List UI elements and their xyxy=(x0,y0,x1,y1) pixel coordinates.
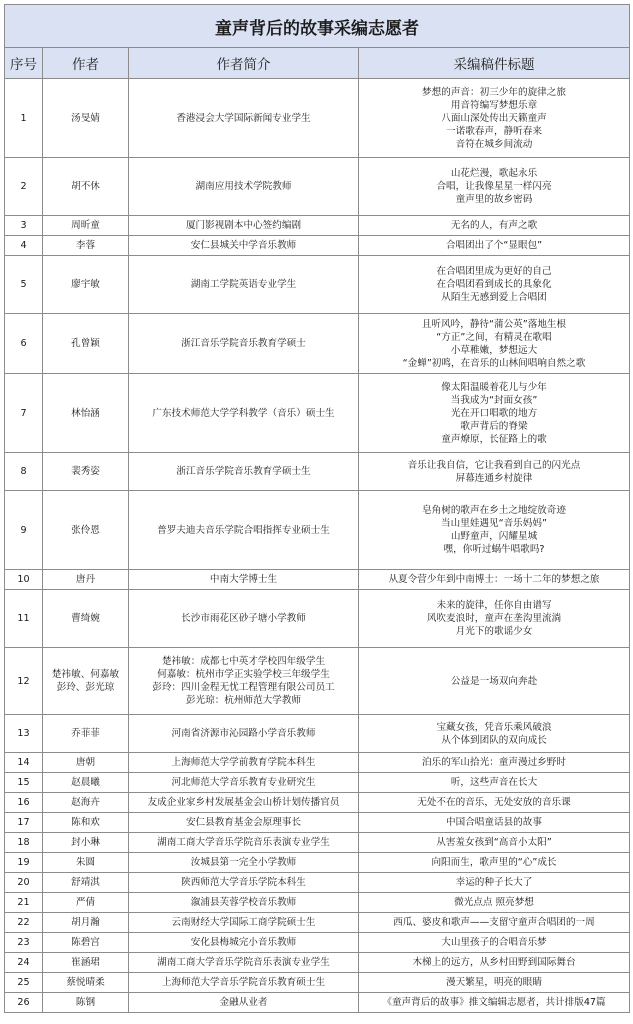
author-intro-cell xyxy=(129,853,359,873)
author-cell xyxy=(43,79,129,158)
row-number: 2 xyxy=(5,158,43,216)
topic-cell xyxy=(359,813,630,833)
topic-line: 音乐让我自信，它让我看到自己的闪光点 xyxy=(407,459,581,471)
topic-line: 在合唱团里成为更好的自己 xyxy=(436,266,552,277)
topic-cell xyxy=(359,491,630,570)
row-number: 6 xyxy=(5,314,43,374)
table-row xyxy=(5,973,630,993)
author-intro-line: 上海师范大学音乐学院音乐教育硕士生 xyxy=(161,977,326,988)
topic-cell xyxy=(359,715,630,753)
row-number: 17 xyxy=(5,813,43,833)
author-intro-line: 河南省济源市沁园路小学音乐教师 xyxy=(171,728,316,739)
author-intro-line: 中南大学博士生 xyxy=(209,574,278,585)
author-line: 赵晨曦 xyxy=(71,777,100,788)
author-cell xyxy=(43,773,129,793)
topic-line: 当山里娃遇见“音乐妈妈” xyxy=(441,518,547,529)
author-intro-line: 湖南工商大学音乐学院音乐表演专业学生 xyxy=(157,957,330,968)
row-number: 10 xyxy=(5,570,43,590)
topic-line: 合唱团出了个“显眼包” xyxy=(445,240,543,251)
column-header-topics: 采编稿件标题 xyxy=(359,48,630,79)
row-number: 14 xyxy=(5,753,43,773)
author-intro-line: 溆浦县芙蓉学校音乐教师 xyxy=(190,897,297,908)
row-number: 9 xyxy=(5,491,43,570)
topic-line: 大山里孩子的合唱音乐梦 xyxy=(441,937,547,948)
author-cell xyxy=(43,570,129,590)
author-intro-line: 安仁县教育基金会原理事长 xyxy=(185,817,302,828)
topic-line: 从害羞女孩到“高音小太阳” xyxy=(436,837,552,848)
author-intro-line: 长沙市雨花区砂子塘小学教师 xyxy=(181,613,306,624)
topic-cell xyxy=(359,833,630,853)
topic-line: 且听风吟，静待“蒲公英”落地生根 xyxy=(421,318,567,330)
author-intro-line: 陕西师范大学音乐学院本科生 xyxy=(181,877,306,888)
topic-line: 光在开口唱歌的地方 xyxy=(450,407,538,419)
table-row xyxy=(5,491,630,570)
author-intro-line: 河北师范大学音乐教育专业研究生 xyxy=(171,777,316,788)
author-intro-line: 广东技术师范大学学科教学（音乐）硕士生 xyxy=(152,407,335,419)
topic-line: 泊乐的军山拾光：童声漫过乡野时 xyxy=(422,757,566,768)
topic-line: 歌声背后的脊梁 xyxy=(460,420,528,432)
topic-cell xyxy=(359,993,630,1013)
topic-line: 无名的人，有声之歌 xyxy=(450,220,538,231)
topic-cell xyxy=(359,933,630,953)
author-line: 孔曾颖 xyxy=(71,338,100,349)
topic-line: 幸运的种子长大了 xyxy=(455,877,533,888)
topic-cell xyxy=(359,913,630,933)
author-intro-cell xyxy=(129,715,359,753)
row-number: 24 xyxy=(5,953,43,973)
row-number: 5 xyxy=(5,256,43,314)
author-line: 陈和欢 xyxy=(71,817,100,828)
row-number: 8 xyxy=(5,453,43,491)
author-intro-line: 友成企业家乡村发展基金会山桥计划传播官员 xyxy=(147,797,340,808)
topic-line: 山花烂漫，歌起永乐 xyxy=(450,168,538,179)
author-intro-cell xyxy=(129,833,359,853)
author-cell xyxy=(43,833,129,853)
row-number: 22 xyxy=(5,913,43,933)
author-cell xyxy=(43,453,129,491)
topic-line: 合唱，让我像星星一样闪亮 xyxy=(436,181,552,192)
topic-line: 向阳而生，歌声里的“心”成长 xyxy=(431,857,557,868)
topic-line: “金蝉”初鸣，在音乐的山林间唱响自然之歌 xyxy=(402,357,586,369)
topic-line: 当我成为“封面女孩” xyxy=(450,394,538,406)
topic-line: 在合唱团看到成长的具象化 xyxy=(436,279,552,290)
author-cell xyxy=(43,913,129,933)
author-intro-line: 安仁县城关中学音乐教师 xyxy=(190,240,297,251)
table-row xyxy=(5,773,630,793)
table-row xyxy=(5,453,630,491)
author-line: 唐朝 xyxy=(75,757,96,768)
topic-line: 公益是一场双向奔赴 xyxy=(450,675,538,687)
topic-line: 童声里的故乡密码 xyxy=(455,194,533,205)
author-intro-line: 普罗夫迪夫音乐学院合唱指挥专业硕士生 xyxy=(157,524,330,536)
topic-line: 西瓜、婆皮和歌声——支留守童声合唱团的一周 xyxy=(393,917,595,928)
author-cell xyxy=(43,648,129,715)
author-intro-cell xyxy=(129,314,359,374)
column-header-number: 序号 xyxy=(5,48,43,79)
topic-line: 《童声背后的故事》推文编辑志愿者，共计排版47篇 xyxy=(382,997,606,1008)
author-cell xyxy=(43,715,129,753)
author-intro-cell xyxy=(129,648,359,715)
author-cell xyxy=(43,873,129,893)
author-line: 舒靖淇 xyxy=(71,877,100,888)
author-line: 蔡悦晴柔 xyxy=(66,977,105,988)
topic-line: 梦想的声音：初三少年的旋律之旅 xyxy=(422,86,566,98)
topic-cell xyxy=(359,374,630,453)
volunteer-table xyxy=(4,4,630,1013)
table-row xyxy=(5,570,630,590)
author-line: 李蓉 xyxy=(75,240,96,251)
author-cell xyxy=(43,158,129,216)
table-row xyxy=(5,953,630,973)
row-number: 3 xyxy=(5,216,43,236)
table-row xyxy=(5,590,630,648)
topic-cell xyxy=(359,853,630,873)
topic-cell xyxy=(359,753,630,773)
row-number: 25 xyxy=(5,973,43,993)
row-number: 26 xyxy=(5,993,43,1013)
row-number: 11 xyxy=(5,590,43,648)
topic-cell xyxy=(359,570,630,590)
topic-line: 小草稚嫩，梦想远大 xyxy=(450,344,538,356)
author-line: 乔菲菲 xyxy=(71,728,100,739)
topic-line: 微光点点 照亮梦想 xyxy=(454,897,534,908)
author-intro-line: 湖南工学院英语专业学生 xyxy=(190,279,297,290)
author-cell xyxy=(43,853,129,873)
topic-line: 八面山深处传出天籁童声 xyxy=(441,112,547,124)
table-row xyxy=(5,933,630,953)
author-intro-line: 汝城县第一完全小学教师 xyxy=(190,857,297,868)
row-number: 13 xyxy=(5,715,43,753)
author-line: 裴秀姿 xyxy=(71,466,100,477)
author-cell xyxy=(43,491,129,570)
row-number: 19 xyxy=(5,853,43,873)
author-intro-line: 彭玲：四川金程无忧工程管理有限公司员工 xyxy=(152,682,335,693)
topic-line: 木梯上的远方，从乡村田野到国际舞台 xyxy=(412,957,576,968)
author-line: 楚祎敏、何嘉敏 xyxy=(51,669,120,680)
topic-cell xyxy=(359,158,630,216)
author-intro-line: 香港浸会大学国际新闻专业学生 xyxy=(176,112,311,124)
topic-cell xyxy=(359,793,630,813)
topic-line: 从陌生无感到爱上合唱团 xyxy=(441,292,547,303)
table-row xyxy=(5,853,630,873)
topic-line: 嘿，你听过蜗牛唱歌吗? xyxy=(443,544,545,555)
author-intro-cell xyxy=(129,491,359,570)
table-row xyxy=(5,893,630,913)
author-line: 林怡涵 xyxy=(71,407,100,419)
table-row xyxy=(5,216,630,236)
author-intro-cell xyxy=(129,873,359,893)
topic-cell xyxy=(359,648,630,715)
topic-line: 听，这些声音在长大 xyxy=(450,777,538,788)
author-intro-line: 安化县梅城完小音乐教师 xyxy=(190,937,297,948)
author-line: 严倩 xyxy=(75,897,96,908)
topic-line: 一诺歌春声，静听春来 xyxy=(446,125,542,137)
author-line: 陈碧宫 xyxy=(71,937,100,948)
row-number: 7 xyxy=(5,374,43,453)
author-intro-line: 楚祎敏：成都七中英才学校四年级学生 xyxy=(161,656,326,667)
author-intro-cell xyxy=(129,813,359,833)
author-cell xyxy=(43,216,129,236)
topic-line: 从夏令营少年到中南博士：一场十二年的梦想之旅 xyxy=(388,574,600,585)
topic-cell xyxy=(359,873,630,893)
topic-line: 皂角树的歌声在乡土之地绽放奇迹 xyxy=(422,505,566,516)
author-cell xyxy=(43,953,129,973)
table-row xyxy=(5,993,630,1013)
table-title: 童声背后的故事采编志愿者 xyxy=(5,5,630,48)
table-row xyxy=(5,374,630,453)
topic-cell xyxy=(359,953,630,973)
author-intro-cell xyxy=(129,590,359,648)
row-number: 1 xyxy=(5,79,43,158)
author-line: 汤旻婧 xyxy=(71,112,100,124)
table-row xyxy=(5,833,630,853)
author-cell xyxy=(43,236,129,256)
author-line: 胡月瀚 xyxy=(71,917,100,928)
author-line: 赵海卉 xyxy=(71,797,100,808)
author-cell xyxy=(43,590,129,648)
header-row xyxy=(5,48,630,79)
author-intro-cell xyxy=(129,893,359,913)
table-row xyxy=(5,236,630,256)
author-line: 曹绮婉 xyxy=(71,613,100,624)
topic-cell xyxy=(359,773,630,793)
author-intro-cell xyxy=(129,753,359,773)
author-intro-cell xyxy=(129,570,359,590)
topic-line: 无处不在的音乐，无处安放的音乐课 xyxy=(417,797,571,808)
topic-line: 音符在城乡间流动 xyxy=(455,138,533,150)
topic-cell xyxy=(359,453,630,491)
author-line: 张伶恩 xyxy=(71,524,100,536)
topic-cell xyxy=(359,236,630,256)
table-row xyxy=(5,873,630,893)
author-cell xyxy=(43,374,129,453)
topic-cell xyxy=(359,314,630,374)
topic-line: 漫天繁星，明亮的眼睛 xyxy=(446,977,542,988)
author-intro-cell xyxy=(129,913,359,933)
author-intro-cell xyxy=(129,793,359,813)
topic-cell xyxy=(359,590,630,648)
author-intro-cell xyxy=(129,256,359,314)
topic-cell xyxy=(359,893,630,913)
author-cell xyxy=(43,933,129,953)
author-intro-cell xyxy=(129,773,359,793)
author-intro-cell xyxy=(129,973,359,993)
topic-line: 山野童声，闪耀星城 xyxy=(450,531,538,542)
author-intro-cell xyxy=(129,933,359,953)
table-row xyxy=(5,158,630,216)
table-row xyxy=(5,913,630,933)
author-line: 廖宇敏 xyxy=(71,279,100,290)
author-cell xyxy=(43,993,129,1013)
table-row xyxy=(5,813,630,833)
author-cell xyxy=(43,793,129,813)
row-number: 15 xyxy=(5,773,43,793)
row-number: 20 xyxy=(5,873,43,893)
author-intro-cell xyxy=(129,953,359,973)
author-intro-cell xyxy=(129,374,359,453)
author-intro-cell xyxy=(129,993,359,1013)
table-row xyxy=(5,793,630,813)
author-line: 胡不休 xyxy=(71,181,100,192)
table-row xyxy=(5,753,630,773)
author-line: 彭玲、彭光琼 xyxy=(56,682,115,693)
author-cell xyxy=(43,973,129,993)
author-intro-line: 何嘉敏：杭州市学正实验学校三年级学生 xyxy=(157,669,330,680)
topic-line: 像太阳温暖着花儿与少年 xyxy=(441,381,547,393)
author-line: 封小琳 xyxy=(71,837,100,848)
author-line: 崔涵珺 xyxy=(71,957,100,968)
row-number: 18 xyxy=(5,833,43,853)
author-intro-line: 浙江音乐学院音乐教育学硕士 xyxy=(181,338,306,349)
topic-line: 从个体到团队的双向成长 xyxy=(441,734,547,746)
topic-cell xyxy=(359,256,630,314)
author-intro-line: 浙江音乐学院音乐教育学硕士生 xyxy=(176,466,311,477)
table-row xyxy=(5,715,630,753)
column-header-intro: 作者简介 xyxy=(129,48,359,79)
topic-cell xyxy=(359,79,630,158)
row-number: 4 xyxy=(5,236,43,256)
topic-line: 屏幕连通乡村旋律 xyxy=(455,472,533,484)
author-intro-line: 彭光琼：杭州师范大学教师 xyxy=(185,695,302,706)
table-row xyxy=(5,648,630,715)
row-number: 12 xyxy=(5,648,43,715)
topic-line: 用音符编写梦想乐章 xyxy=(450,99,538,111)
author-intro-line: 上海师范大学学前教育学院本科生 xyxy=(171,757,316,768)
column-header-author: 作者 xyxy=(43,48,129,79)
author-line: 朱圆 xyxy=(75,857,96,868)
row-number: 23 xyxy=(5,933,43,953)
topic-line: 宝藏女孩，凭音乐乘风破浪 xyxy=(436,721,552,733)
table-row xyxy=(5,79,630,158)
topic-line: 风吹麦浪时，童声在垄沟里流淌 xyxy=(426,613,562,624)
author-line: 周昕童 xyxy=(71,220,100,231)
author-intro-cell xyxy=(129,453,359,491)
author-cell xyxy=(43,753,129,773)
author-cell xyxy=(43,256,129,314)
author-intro-cell xyxy=(129,79,359,158)
topic-line: 中国合唱童话县的故事 xyxy=(446,817,542,828)
author-intro-line: 金融从业者 xyxy=(219,997,268,1008)
author-intro-line: 云南财经大学国际工商学院硕士生 xyxy=(171,917,316,928)
author-intro-cell xyxy=(129,158,359,216)
author-cell xyxy=(43,314,129,374)
author-line: 唐丹 xyxy=(75,574,96,585)
topic-line: “方正”之间，有精灵在歌唱 xyxy=(436,331,552,343)
topic-line: 童声燎原，长征路上的歌 xyxy=(441,433,547,445)
topic-cell xyxy=(359,216,630,236)
table-row xyxy=(5,256,630,314)
author-intro-cell xyxy=(129,236,359,256)
author-intro-line: 湖南工商大学音乐学院音乐表演专业学生 xyxy=(157,837,330,848)
row-number: 21 xyxy=(5,893,43,913)
table-row xyxy=(5,314,630,374)
author-cell xyxy=(43,893,129,913)
topic-cell xyxy=(359,973,630,993)
author-cell xyxy=(43,813,129,833)
author-intro-line: 湖南应用技术学院教师 xyxy=(195,181,292,192)
row-number: 16 xyxy=(5,793,43,813)
author-intro-cell xyxy=(129,216,359,236)
author-intro-line: 厦门影视剧本中心签约编剧 xyxy=(185,220,302,231)
author-line: 陈钢 xyxy=(75,997,96,1008)
topic-line: 月光下的歌谣少女 xyxy=(455,626,533,637)
topic-line: 未来的旋律，任你自由谱写 xyxy=(436,600,552,611)
